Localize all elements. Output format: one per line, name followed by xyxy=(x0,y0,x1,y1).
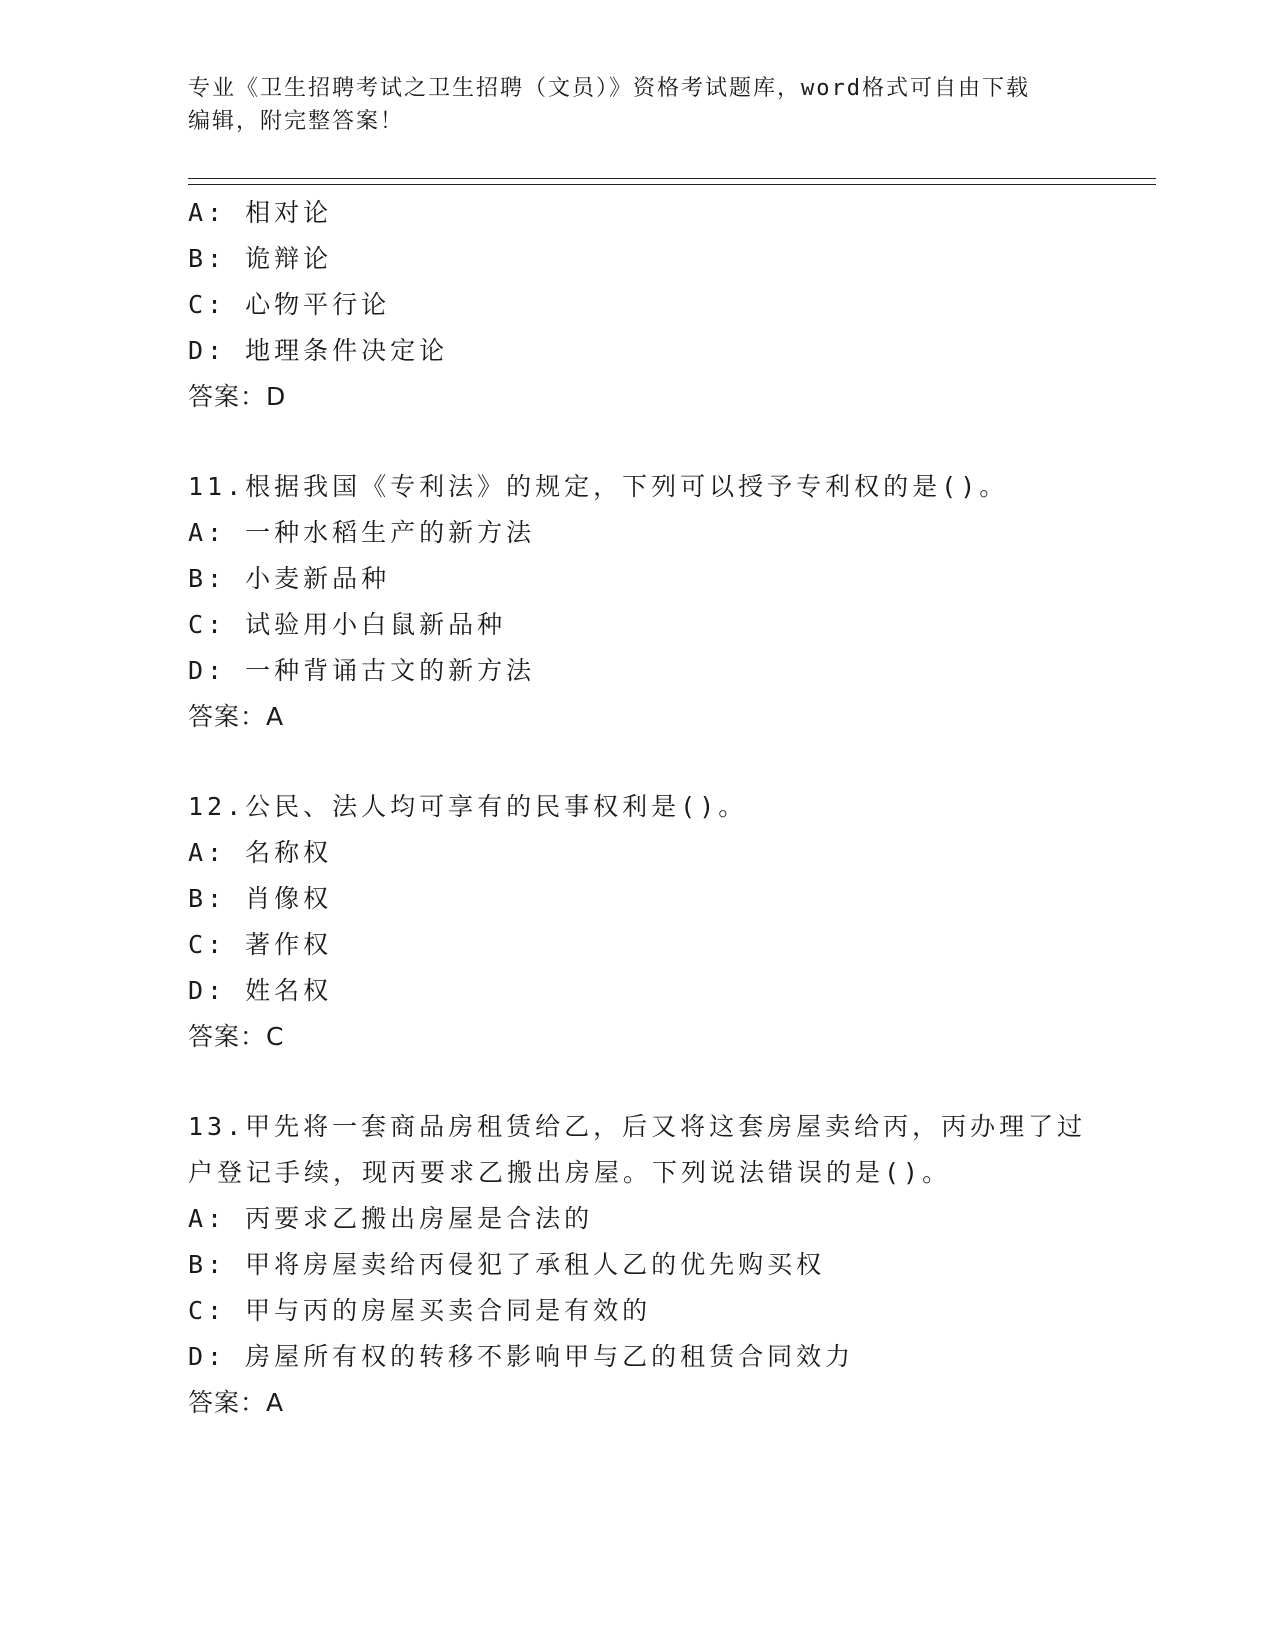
question-10 xyxy=(188,190,1148,420)
option-c: C: 试验用小白鼠新品种 xyxy=(188,610,507,639)
option-b: B: 甲将房屋卖给丙侵犯了承租人乙的优先购买权 xyxy=(188,1250,826,1279)
question-stem-line-2: 户登记手续，现丙要求乙搬出房屋。下列说法错误的是()。 xyxy=(188,1158,952,1187)
header-line-2: 编辑，附完整答案！ xyxy=(188,109,405,134)
option-a: A: 一种水稻生产的新方法 xyxy=(188,518,536,547)
question-list xyxy=(188,190,1148,1426)
option-a: A: 丙要求乙搬出房屋是合法的 xyxy=(188,1204,594,1233)
question-stem: 12.公民、法人均可享有的民事权利是()。 xyxy=(188,792,748,821)
question-12 xyxy=(188,784,1148,1060)
option-b: B: 肖像权 xyxy=(188,884,333,913)
answer-label: 答案：A xyxy=(188,1388,285,1417)
answer-label: 答案：C xyxy=(188,1022,285,1051)
option-d: D: 地理条件决定论 xyxy=(188,336,449,365)
option-c: C: 甲与丙的房屋买卖合同是有效的 xyxy=(188,1296,652,1325)
answer-label: 答案：D xyxy=(188,382,287,411)
question-stem: 11.根据我国《专利法》的规定，下列可以授予专利权的是()。 xyxy=(188,472,1009,501)
option-d: D: 姓名权 xyxy=(188,976,333,1005)
option-a: A: 名称权 xyxy=(188,838,333,867)
document-header xyxy=(188,72,1088,138)
answer-label: 答案：A xyxy=(188,702,285,731)
header-line-1: 专业《卫生招聘考试之卫生招聘（文员）》资格考试题库，word格式可自由下载 xyxy=(188,76,1030,101)
option-c: C: 著作权 xyxy=(188,930,333,959)
option-d: D: 房屋所有权的转移不影响甲与乙的租赁合同效力 xyxy=(188,1342,855,1371)
question-11 xyxy=(188,464,1148,740)
question-13 xyxy=(188,1104,1148,1426)
option-a: A: 相对论 xyxy=(188,198,333,227)
option-b: B: 小麦新品种 xyxy=(188,564,391,593)
header-divider-bottom xyxy=(188,184,1156,185)
header-divider-top xyxy=(188,178,1156,179)
option-d: D: 一种背诵古文的新方法 xyxy=(188,656,536,685)
question-stem-line-1: 13.甲先将一套商品房租赁给乙，后又将这套房屋卖给丙，丙办理了过 xyxy=(188,1112,1087,1141)
option-b: B: 诡辩论 xyxy=(188,244,333,273)
option-c: C: 心物平行论 xyxy=(188,290,391,319)
